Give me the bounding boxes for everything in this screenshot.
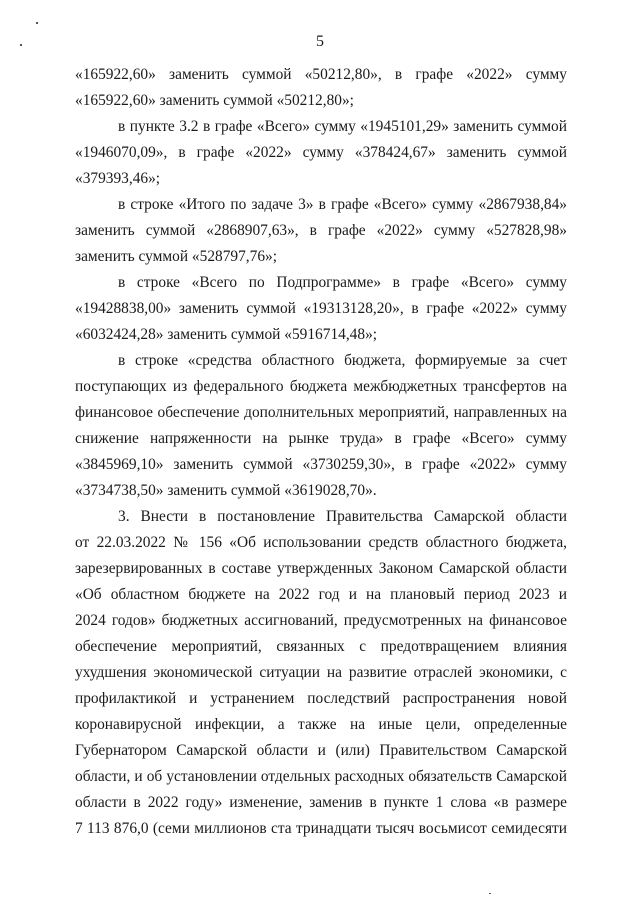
paragraph [75,348,567,504]
text-line: зарезервированных в составе утвержденных Законом Самарской области [75,560,567,577]
text-line: финансовое обеспечение дополнительных мероприятий, направленных на [75,404,567,421]
text-line: обеспечение мероприятий, связанных с предотвращением влияния [75,638,567,655]
text-line: в пункте 3.2 в графе «Всего» сумму «1945101,29» заменить суммой [118,118,567,135]
text-line: «1946070,09», в графе «2022» сумму «378424,67» заменить суммой [75,144,567,161]
text-line: Губернатором Самарской области и (или) Правительством Самарской [75,742,567,759]
text-line: «19428838,00» заменить суммой «19313128,20», в графе «2022» сумму [75,300,567,317]
text-line: «6032424,28» заменить суммой «5916714,48»; [75,326,378,343]
scan-mark-bottom-right [489,893,491,894]
text-line: «3734738,50» заменить суммой «3619028,70». [75,482,377,499]
document-body [75,62,567,842]
text-line: области в 2022 году» изменение, заменив в пункте 1 слова «в размере [75,794,567,811]
text-line: профилактикой и устранением последствий распространения новой [75,690,567,707]
scan-mark-top-left [36,22,38,24]
text-line: 7 113 876,0 (семи миллионов ста тринадцати тысяч восьмисот семидесяти [75,820,567,837]
text-line: области, и об установлении отдельных расходных обязательств Самарской [75,768,567,785]
text-line: «379393,46»; [75,170,161,187]
text-line: в строке «средства областного бюджета, формируемые за счет [118,352,567,369]
text-line: 3. Внести в постановление Правительства Самарской области [118,508,567,525]
text-line: «Об областном бюджете на 2022 год и на плановый период 2023 и [75,586,567,603]
text-line: «165922,60» заменить суммой «50212,80», в графе «2022» сумму [75,66,567,83]
text-line: заменить суммой «2868907,63», в графе «2022» сумму «527828,98» [75,222,567,239]
page-number: 5 [316,33,324,50]
text-line: «165922,60» заменить суммой «50212,80»; [75,92,354,109]
text-line: снижение напряженности на рынке труда» в графе «Всего» сумму [75,430,567,447]
text-line: ухудшения экономической ситуации на развитие отраслей экономики, с [75,664,567,681]
text-line: 2024 годов» бюджетных ассигнований, предусмотренных на финансовое [75,612,567,629]
text-line: в строке «Всего по Подпрограмме» в графе «Всего» сумму [118,274,567,291]
paragraph [75,114,567,192]
paragraph [75,192,567,270]
text-line: от 22.03.2022 № 156 «Об использовании средств областного бюджета, [75,534,567,551]
text-line: в строке «Итого по задаче 3» в графе «Всего» сумму «2867938,84» [118,196,567,213]
paragraph [75,62,567,114]
text-line: коронавирусной инфекции, а также на иные цели, определенные [75,716,567,733]
text-line: заменить суммой «528797,76»; [75,248,278,265]
text-line: «3845969,10» заменить суммой «3730259,30», в графе «2022» сумму [75,456,567,473]
text-line: поступающих из федерального бюджета межбюджетных трансфертов на [75,378,567,395]
paragraph [75,504,567,842]
paragraph [75,270,567,348]
